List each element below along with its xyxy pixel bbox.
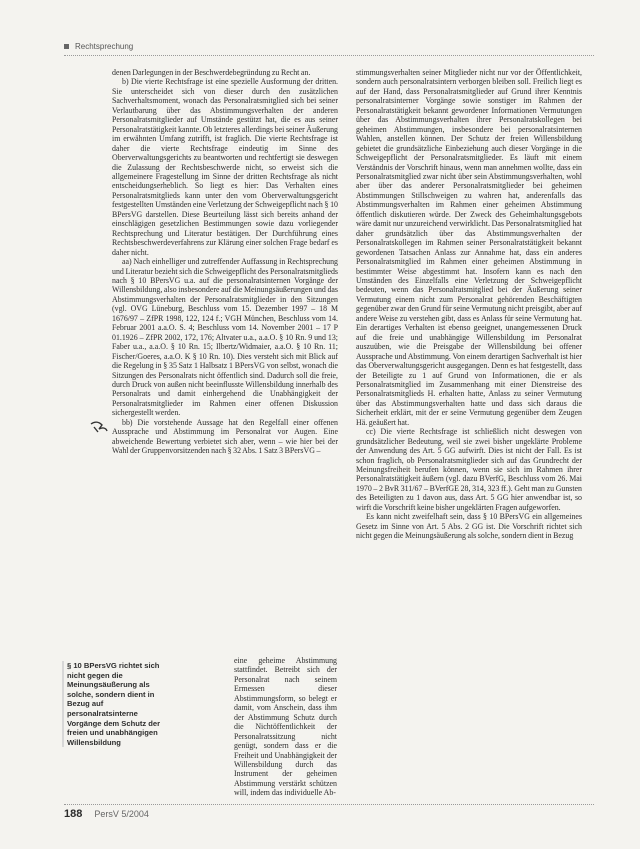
- paragraph: bb) Die vorstehende Aussage hat den Regelfall einer offenen Aussprache und Abstimmung im Personalrat vor Augen. Eine abweichende Bewertung verbietet sich aber, wenn – wie hier bei der Wahl der Gruppenvorsitzenden nach § 32 Abs. 1 Satz 3 BPersVG –: [112, 417, 338, 456]
- paragraph: Es kann nicht zweifelhaft sein, dass § 10 BPersVG ein allgemeines Gesetz im Sinne von Art. 5 Abs. 2 GG ist. Die Vorschrift richtet sich nicht gegen die Meinungsäußerung als solche, sondern dient in Bezug: [356, 512, 582, 541]
- right-column: [356, 68, 582, 541]
- journal-source: PersV 5/2004: [94, 809, 149, 819]
- running-header: [64, 42, 594, 56]
- footer-rule: [64, 804, 594, 805]
- paragraph: cc) Die vierte Rechtsfrage ist schließlich nicht deswegen von grundsätzlicher Bedeutung, weil sie zwei bisher ungeklärte Probleme der Anwendung des Art. 5 GG aufwirft. Dies ist nicht der Fall. Es ist schon fraglich, ob Personalratsmitglieder sich auf das Grundrecht der Meinungsfreiheit berufen können, wenn sie sich im Rahmen ihrer Personalratstätigkeit äußern (vgl. dazu BVerfG, Beschluss vom 26. Mai 1970 – 2 BvR 311/67 – BVerfGE 28, 314, 323 ff.). Geht man zu Gunsten des Beteiligten zu 1 davon aus, dass Art. 5 GG hier anwendbar ist, so wirft die Vorschrift keine bisher ungeklärten Fragen aufgeworfen.: [356, 427, 582, 512]
- header-rule: [64, 55, 594, 56]
- paragraph: aa) Nach einhelliger und zutreffender Auffassung in Rechtsprechung und Literatur bezieht sich die Schweigepflicht des Personalratsmitglieds nach § 10 BPersVG u.a. auf die personalratsinternen Vorgänge der Willensbildung, also insbesondere auf die Meinungsäußerungen und das Abstimmungsverhalten der Personalratsmitglieder in den Sitzungen (vgl. OVG Lüneburg, Beschluss vom 15. Dezember 1997 – 18 M 1676/97 – ZfPR 1998, 122, 124 f.; VGH München, Beschluss vom 14. Februar 2001 a.a.O. S. 4; Beschluss vom 14. November 2001 – 17 P 01.1926 – ZfPR 2002, 172, 176; Altvater u.a., a.a.O. § 10 Rn. 9 und 13; Faber u.a., a.a.O. § 10 Rn. 15; Ilbertz/Widmaier, a.a.O. § 10 Rn. 11; Fischer/Goeres, a.a.O. K § 10 Rn. 10). Dies versteht sich mit Blick auf die Regelung in § 35 Satz 1 Halbsatz 1 BPersVG von selbst, wonach die Sitzungen des Personalrats nicht öffentlich sind. Dadurch soll die freie, durch Druck von außen nicht beeinflusste Willensbildung innerhalb des Personalrats und damit einhergehend die Unabhängigkeit der Personalratsmitglieder im Rahmen einer offenen Diskussion sichergestellt werden.: [112, 257, 338, 418]
- paragraph: denen Darlegungen in der Beschwerdebegründung zu Recht an.: [112, 68, 311, 77]
- page-number: 188: [64, 808, 83, 820]
- section-title: Rechtsprechung: [75, 42, 134, 51]
- section-marker-icon: [64, 44, 69, 49]
- paragraph: b) Die vierte Rechtsfrage ist eine spezielle Ausformung der dritten. Sie unterscheidet sich von dieser durch den zusätzlichen Sachverhaltsmoment, wonach das Personalratsmitglied sich bei seiner Verlautbarung über das Abstimmungsverhalten der anderen Personalratsmitglieder auf Umstände gestützt hat, die es aus seiner Personalratstätigkeit kannte. Ob letzteres allerdings bei seiner Äußerung im erwähnten Umfang zutrifft, ist fraglich. Die vierte Rechtsfrage ist daher die vierte Rechtsfrage eindeutig im Sinne des Oberverwaltungsgerichts zu beantworten und rechtfertigt sie deswegen die Zulassung der Rechtsbeschwerde nicht, so erweist sich die allgemeinere Fragestellung im Sinne der dritten Rechtsfrage als nicht entscheidungserheblich. So liegt es hier: Das Verhalten eines Personalratsmitglieds kann unter den vom Oberverwaltungsgericht festgestellten Umständen eine Verletzung der Schweigepflicht nach § 10 BPersVG darstellen. Diese Beurteilung lässt sich bereits anhand der einschlägigen gesetzlichen Bestimmungen sowie dazu vorliegender Rechtsprechung und Literatur bestätigen. Der Durchführung eines Rechtsbeschwerdeverfahrens zur Klärung einer solchen Frage bedarf es daher nicht.: [112, 77, 338, 257]
- paragraph: eine geheime Abstimmung stattfindet. Betreibt sich der Personalrat nach seinem Ermessen dieser Abstimmungsform, so belegt er damit, vom Anschein, dass ihm der Abstimmung Schutz durch die Nichtöffentlichkeit der Personalratssitzung nicht genügt, sondern dass er die Freiheit und Unabhängigkeit der Willensbildung durch das Instrument der geheimen Abstimmung verstärkt schützen will, indem das individuelle Ab-: [234, 656, 337, 798]
- handwritten-mark-icon: [90, 420, 108, 434]
- inset-column: [172, 656, 337, 798]
- margin-note: § 10 BPersVG richtet sich nicht gegen die Meinungsäußerung als solche, sondern dient in Bezug auf personalratsinterne Vorgänge dem Schutz der freien und unabhängigen Willensbildung: [62, 661, 173, 747]
- page-footer: [64, 808, 594, 820]
- paragraph: stimmungsverhalten seiner Mitglieder nicht nur vor der Öffentlichkeit, sondern auch personalratsintern verborgen bleiben soll. Freilich liegt es auf der Hand, dass Personalratsmitglieder auf Grund ihrer Kenntnis personalratsinterner Vorgänge sowie sonstiger im Rahmen der Personalratstätigkeit bekannt gewordener Informationen Vermutungen über das Abstimmungsverhalten ihrer Personalratskollegen bei geheimen Abstimmungen, insbesondere bei personalratsinternen Wahlen, anstellen können. Der Schutz der freien Willensbildung gebietet die grundsätzliche Einbeziehung auch dieser Vorgänge in die Schweigepflicht der Personalratsmitglieder. Es läuft mit einem Verständnis der Vorschrift hinaus, wenn man annehmen wollte, dass ein Personalratsmitglied zwar nicht über sein Abstimmungsverhalten, wohl aber über das anderer Personalratsmitglieder bei geheimen Abstimmungen Stillschweigen zu wahren hat, anderenfalls das Abstimmungsverhalten im Rahmen einer geheimen Abstimmung öffentlich diskutieren würde. Der Zweck des Geheimhaltungsgebots wäre damit nur unzureichend verwirklicht. Das Personalratsmitglied hat daher grundsätzlich über das Abstimmungsverhalten der Personalratskollegen im Rahmen seiner Personalratstätigkeit bekannt gewordenen Tatsachen Anlass zur Annahme hat, dass ein anderes Personalratsmitglied im Rahmen einer geheimen Abstimmung in bestimmter Weise abgestimmt hat. Insofern kann es nach den Umständen des Einzelfalls eine Verletzung der Schweigepflicht bedeuten, wenn das Personalratsmitglied bei der Äußerung seiner Vermutung einem nicht zum Personalrat gehörenden Beschäftigten gegenüber zwar den Grund für seine Vermutung nicht preisgibt, aber auf andere Weise zu verstehen gibt, dass es Anlass für seine Vermutung hat. Ein derartiges Verhalten ist ebenso geeignet, unangemessenen Druck auf die freie und unabhängige Willensbildung im Personalrat auszuüben, wie die Preisgabe der Willensbildung bei offener Aussprache und Abstimmung. Von einem derartigen Sachverhalt ist hier das Oberverwaltungsgericht ausgegangen. Denn es hat festgestellt, dass der Beteiligte zu 1 auf Grund von Informationen, die er als Personalratsmitglied im Zusammenhang mit einer Dienstreise des Personalratsmitglieds H. erhalten hatte, Anlass zu seiner Vermutung über das Abstimmungsverhalten hatte und dass sich daraus die Sicherheit erklärt, mit der er seine Vermutung gegenüber dem Zeugen Hä. geäußert hat.: [356, 68, 582, 427]
- left-column: [112, 68, 338, 456]
